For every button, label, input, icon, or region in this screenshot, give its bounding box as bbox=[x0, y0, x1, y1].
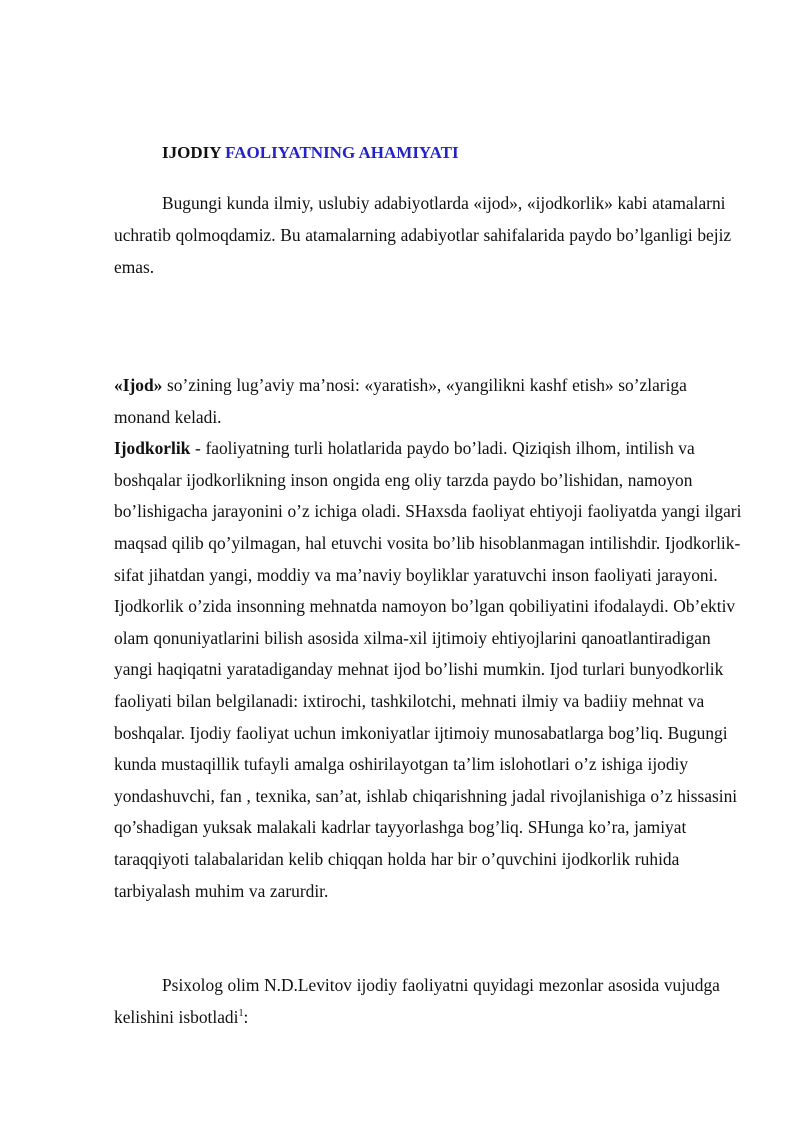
footnote-reference[interactable]: 1 bbox=[238, 1008, 244, 1020]
heading-part-2: FAOLIYATNING AHAMIYATI bbox=[225, 143, 459, 162]
ijod-term: «Ijod» bbox=[114, 375, 163, 395]
intro-paragraph: Bugungi kunda ilmiy, uslubiy adabiyotlarda «ijod», «ijodkorlik» kabi atamalarni uchratib qolmoqdamiz. Bu atamalarning adabiyotlar sahifalarida paydo bo’lganligi bejiz emas. bbox=[114, 193, 732, 278]
ijodkorlik-term: Ijodkorlik bbox=[114, 438, 191, 459]
definitions-paragraph bbox=[114, 370, 744, 907]
levitov-ending: : bbox=[243, 1007, 249, 1028]
levitov-text: Psixolog olim N.D.Levitov ijodiy faoliyatni quyidagi mezonlar asosida vujudga kelishini isbotladi bbox=[114, 975, 720, 1028]
section-heading bbox=[162, 143, 459, 163]
ijodkorlik-definition: - faoliyatning turli holatlarida paydo bo’ladi. Qiziqish ilhom, intilish va boshqalar ijodkorlikning inson ongida eng oliy tarzda paydo bo’lishidan, namoyon bo’lishigacha jarayonini o’z ichiga oladi. SHaxsda faoliyat ehtiyoji faoliyatda yangi ilgari maqsad qilib qo’yilmagan, hal etuvchi vosita bo’lib hisoblanmagan intilishdir. Ijodkorlik- sifat jihatdan yangi, moddiy va ma’naviy boyliklar yaratuvchi inson faoliyati jarayoni. Ijodkorlik o’zida insonning mehnatda namoyon bo’lgan qobiliyatini ifodalaydi. Ob’ektiv olam qonuniyatlarini bilish asosida xilma-xil ijtimoiy ehtiyojlarini qanoatlantiradigan yangi haqiqatni yaratadiganday mehnat ijod bo’lishi mumkin. Ijod turlari bunyodkorlik faoliyati bilan belgilanadi: ixtirochi, tashkilotchi, mehnati ilmiy va badiiy mehnat va boshqalar. Ijodiy faoliyat uchun imkoniyatlar ijtimoiy munosabatlarga bog’liq. Bugungi kunda mustaqillik tufayli amalga oshirilayotgan ta’lim islohotlari o’z ishiga ijodiy yondashuvchi, fan , texnika, san’at, ishlab chiqarishning jadal rivojlanishiga o’z hissasini qo’shadigan yuksak malakali kadrlar tayyorlashga bog’liq. SHunga ko’ra, jamiyat taraqqiyoti talabalaridan kelib chiqqan holda har bir o’quvchini ijodkorlik ruhida tarbiyalash muhim va zarurdir. bbox=[114, 438, 742, 901]
heading-part-1: IJODIY bbox=[162, 143, 221, 162]
levitov-paragraph bbox=[114, 969, 744, 1033]
ijod-definition: so’zining lug’aviy ma’nosi: «yaratish», «yangilikni kashf etish» so’zlariga monand keladi. bbox=[114, 375, 687, 427]
